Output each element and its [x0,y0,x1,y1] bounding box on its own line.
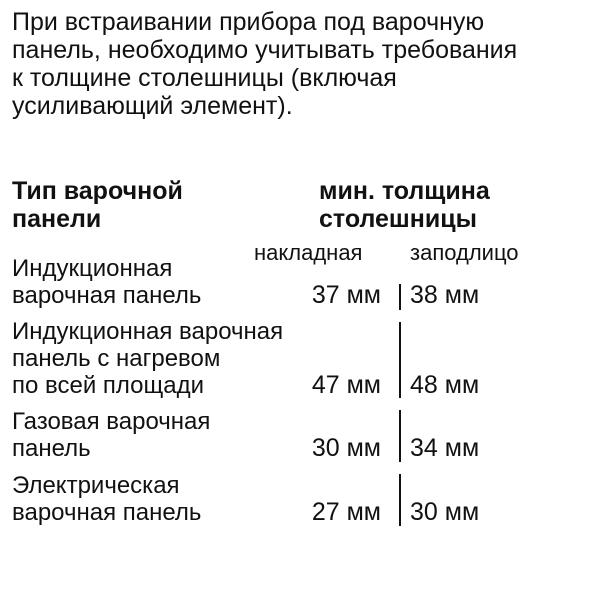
row-flush-value: 38 мм [410,281,480,309]
row-overlay-value: 37 мм [311,281,381,309]
row-flush-value: 48 мм [410,371,480,399]
row-overlay-value: 47 мм [311,371,381,399]
row-cooktop-name: Индукционная варочная панель с нагревом по всей площади [12,318,284,399]
row-flush-value: 34 мм [410,434,480,462]
subheader-overlay: накладная [254,240,363,265]
row-cooktop-name: Индукционная варочная панель [12,255,202,309]
row-cooktop-name: Электрическая варочная панель [12,472,202,526]
intro-paragraph: При встраивании прибора под варочную панель, необходимо учитывать требования к толщине столешницы (включая усиливающий элемент). [12,8,518,120]
row-overlay-value: 27 мм [311,498,381,526]
subheader-flush: заподлицо [410,240,519,265]
header-cooktop-type: Тип варочной панели [12,177,183,233]
header-min-thickness: мин. толщина столешницы [319,177,490,233]
row-cooktop-name: Газовая варочная панель [12,408,211,462]
row-flush-value: 30 мм [410,498,480,526]
row-overlay-value: 30 мм [311,434,381,462]
